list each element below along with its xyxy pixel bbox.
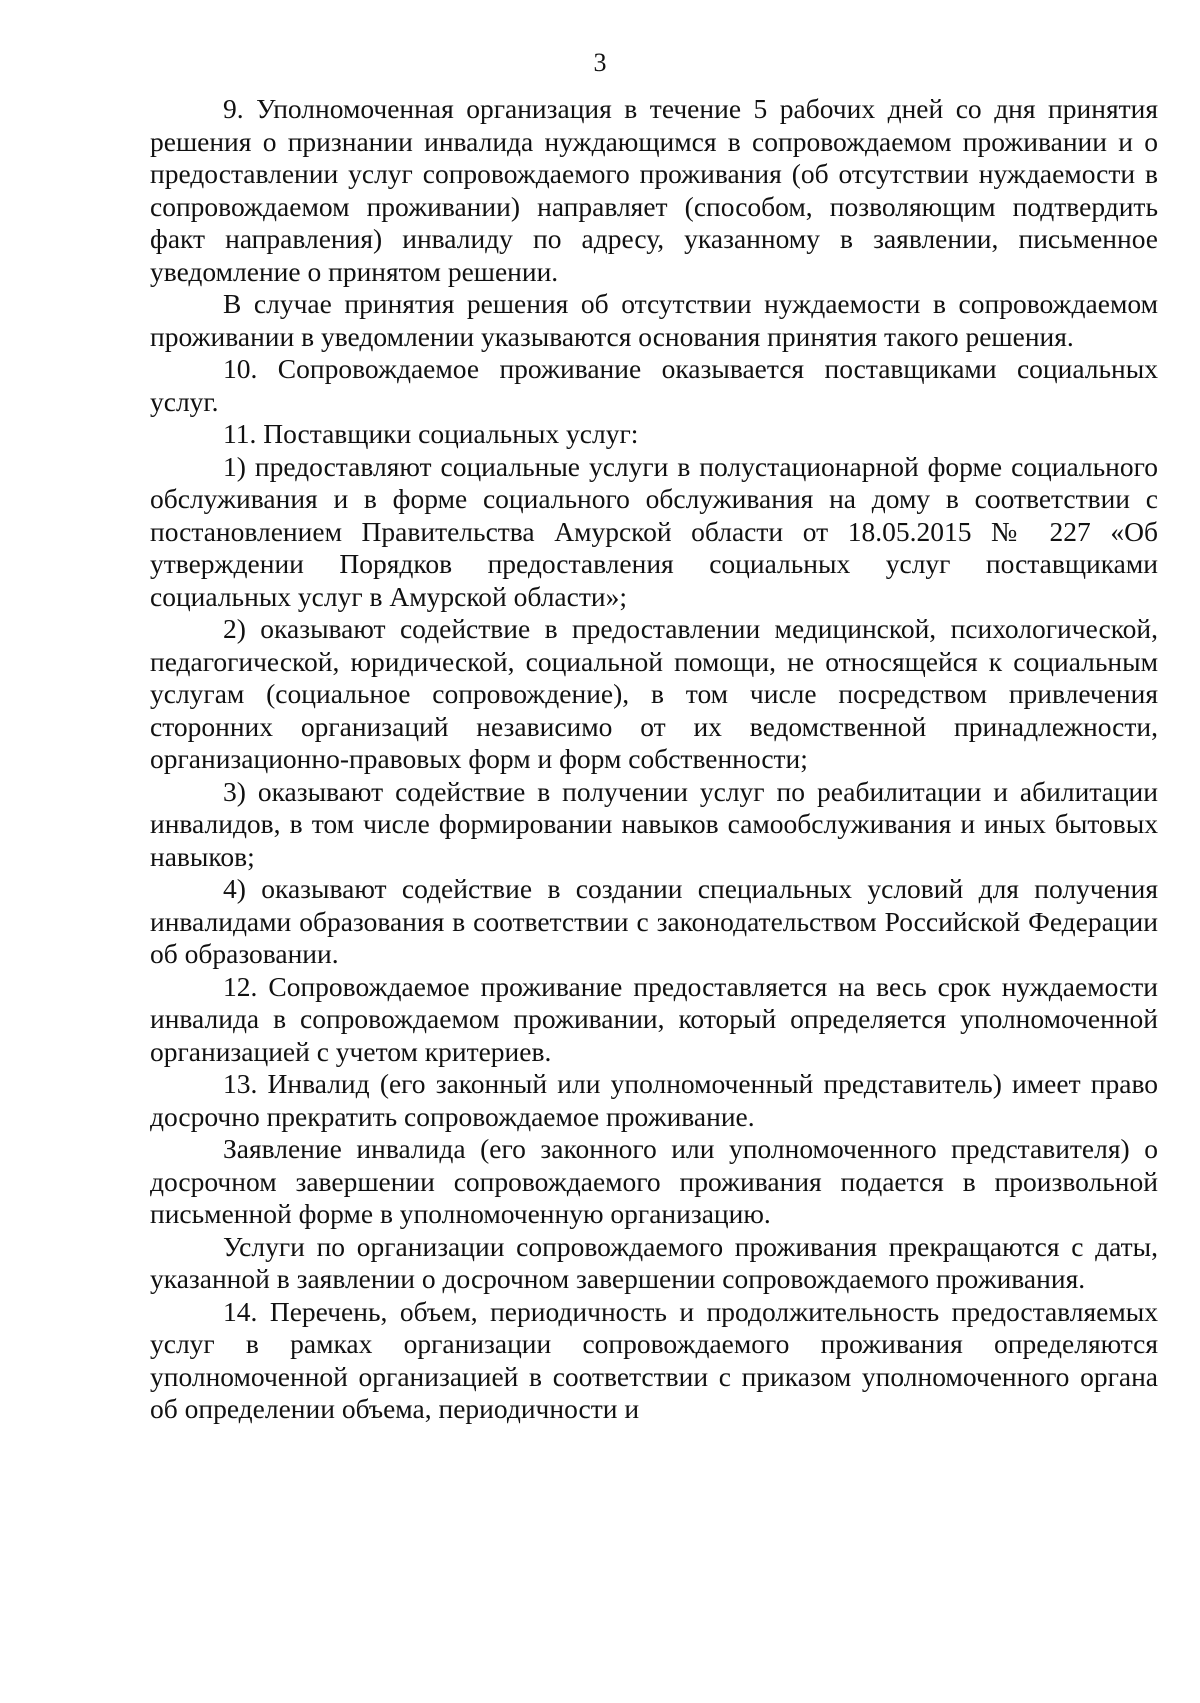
paragraph-9: 9. Уполномоченная организация в течение 5 рабочих дней со дня принятия решения о признании инвалида нуждающимся в сопровождаемом проживании и о предоставлении услуг сопровождаемого проживания (об отсутствии нуждаемости в сопровождаемом проживании) направляет (способом, позволяющим подтвердить факт направления) инвалиду по адресу, указанному в заявлении, письменное уведомление о принятом решении.: [150, 93, 1158, 287]
document-body: [150, 93, 1158, 1426]
paragraph-11-item-3: 3) оказывают содействие в получении услуг по реабилитации и абилитации инвалидов, в том числе формировании навыков самообслуживания и иных бытовых навыков;: [150, 775, 1158, 872]
paragraph-11-item-1: 1) предоставляют социальные услуги в полустационарной форме социального обслуживания и в форме социального обслуживания на дому в соответствии с постановлением Правительства Амурской области от 18.05.2015 № 227 «Об утверждении Порядков предоставления социальных услуг поставщиками социальных услуг в Амурской области»;: [150, 450, 1158, 612]
page-number: 3: [593, 48, 607, 77]
paragraph-11-item-4: 4) оказывают содействие в создании специальных условий для получения инвалидами образования в соответствии с законодательством Российской Федерации об образовании.: [150, 873, 1158, 969]
paragraph-9-refusal: В случае принятия решения об отсутствии нуждаемости в сопровождаемом проживании в уведомлении указываются основания принятия такого решения.: [150, 288, 1158, 352]
paragraph-14: 14. Перечень, объем, периодичность и продолжительность предоставляемых услуг в рамках организации сопровождаемого проживания определяются уполномоченной организацией в соответствии с приказом уполномоченного органа об определении объема, периодичности и: [150, 1295, 1158, 1424]
paragraph-12: 12. Сопровождаемое проживание предоставляется на весь срок нуждаемости инвалида в сопровождаемом проживании, который определяется уполномоченной организацией с учетом критериев.: [150, 970, 1158, 1067]
paragraph-11-item-2: 2) оказывают содействие в предоставлении медицинской, психологической, педагогической, юридической, социальной помощи, не относящейся к социальным услугам (социальное сопровождение), в том числе посредством привлечения сторонних организаций независимо от их ведомственной принадлежности, организационно-правовых форм и форм собственности;: [150, 613, 1158, 774]
paragraph-10: 10. Сопровождаемое проживание оказывается поставщиками социальных услуг.: [150, 353, 1158, 417]
paragraph-13: 13. Инвалид (его законный или уполномоченный представитель) имеет право досрочно прекратить сопровождаемое проживание.: [150, 1068, 1158, 1132]
paragraph-11: 11. Поставщики социальных услуг:: [223, 418, 639, 449]
paragraph-13-termination: Услуги по организации сопровождаемого проживания прекращаются с даты, указанной в заявлении о досрочном завершении сопровождаемого проживания.: [150, 1230, 1158, 1294]
paragraph-13-application: Заявление инвалида (его законного или уполномоченного представителя) о досрочном завершении сопровождаемого проживания подается в произвольной письменной форме в уполномоченную организацию.: [150, 1133, 1158, 1229]
